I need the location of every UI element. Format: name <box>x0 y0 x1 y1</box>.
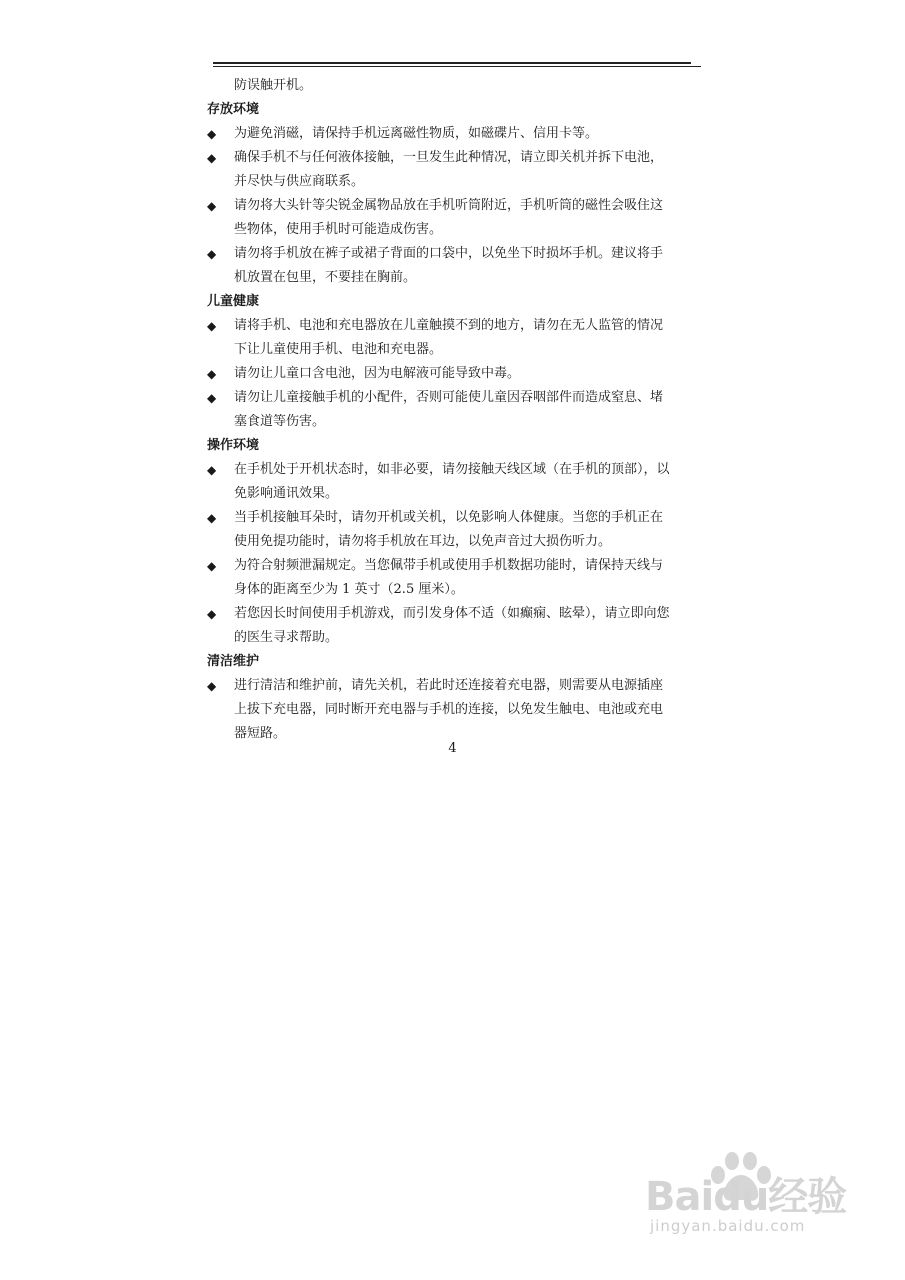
bullet-text-line: 请将手机、电池和充电器放在儿童触摸不到的地方，请勿在无人监管的情况 <box>234 318 664 333</box>
bullet-text <box>234 458 697 506</box>
page-body <box>207 74 697 746</box>
bullet-text-line: 若您因长时间使用手机游戏，而引发身体不适（如癫痫、眩晕），请立即向您 <box>234 606 670 621</box>
bullet-text-line: 的医生寻求帮助。 <box>234 630 339 645</box>
bullet-text <box>234 386 697 434</box>
bullet-item <box>207 242 697 290</box>
section-heading: 清洁维护 <box>207 654 260 669</box>
bullet-text-line: 请勿将大头针等尖锐金属物品放在手机听筒附近，手机听筒的磁性会吸住这 <box>234 198 664 213</box>
bullet-text <box>234 554 697 602</box>
bullet-text-line: 确保手机不与任何液体接触，一旦发生此种情况，请立即关机并拆下电池， <box>234 150 664 165</box>
bullet-text-line: 请勿让儿童口含电池，因为电解液可能导致中毒。 <box>234 366 521 381</box>
page-number: 4 <box>448 741 457 756</box>
diamond-bullet-icon: ◆ <box>207 511 217 525</box>
watermark-url: jingyan.baidu.com <box>650 1217 806 1235</box>
bullet-text-line: 下让儿童使用手机、电池和充电器。 <box>234 342 443 357</box>
diamond-bullet-icon: ◆ <box>207 679 217 693</box>
bullet-text-line: 塞食道等伤害。 <box>234 414 326 429</box>
bullet-text-line: 为避免消磁，请保持手机远离磁性物质，如磁碟片、信用卡等。 <box>234 126 599 141</box>
bullet-text-line: 身体的距离至少为 1 英寸（2.5 厘米）。 <box>234 582 464 597</box>
diamond-bullet-icon: ◆ <box>207 247 217 261</box>
bullet-text <box>234 146 697 194</box>
watermark-brand: Baidu经验 <box>645 1174 847 1220</box>
bullet-item <box>207 362 697 386</box>
bullet-text-line: 并尽快与供应商联系。 <box>234 174 365 189</box>
diamond-bullet-icon: ◆ <box>207 199 217 213</box>
bullet-text <box>234 674 697 746</box>
header-rule <box>213 62 691 64</box>
section-heading: 儿童健康 <box>207 294 260 309</box>
bullet-text-line: 机放置在包里，不要挂在胸前。 <box>234 270 417 285</box>
bullet-text <box>234 506 697 554</box>
bullet-item <box>207 458 697 506</box>
diamond-bullet-icon: ◆ <box>207 319 217 333</box>
bullet-text-line: 请勿将手机放在裤子或裙子背面的口袋中，以免坐下时损坏手机。建议将手 <box>234 246 664 261</box>
bullet-item <box>207 554 697 602</box>
bullet-text-line: 器短路。 <box>234 726 287 741</box>
bullet-text <box>234 602 697 650</box>
bullet-text <box>234 242 697 290</box>
bullet-text-line: 为符合射频泄漏规定。当您佩带手机或使用手机数据功能时，请保持天线与 <box>234 558 664 573</box>
section-heading: 操作环境 <box>207 438 260 453</box>
baidu-watermark <box>640 1145 880 1255</box>
bullet-text <box>234 194 697 242</box>
bullet-text <box>234 362 697 386</box>
bullet-text-line: 在手机处于开机状态时，如非必要，请勿接触天线区域（在手机的顶部），以 <box>234 462 670 477</box>
bullet-text-line: 免影响通讯效果。 <box>234 486 339 501</box>
bullet-text-line: 使用免提功能时，请勿将手机放在耳边，以免声音过大损伤听力。 <box>234 534 612 549</box>
bullet-text-line: 请勿让儿童接触手机的小配件，否则可能使儿童因吞咽部件而造成窒息、堵 <box>234 390 664 405</box>
diamond-bullet-icon: ◆ <box>207 127 217 141</box>
intro-continuation: 防误触开机。 <box>234 78 313 93</box>
diamond-bullet-icon: ◆ <box>207 367 217 381</box>
bullet-item <box>207 314 697 362</box>
diamond-bullet-icon: ◆ <box>207 463 217 477</box>
bullet-item <box>207 146 697 194</box>
bullet-item <box>207 602 697 650</box>
bullet-item <box>207 122 697 146</box>
header-rule-thin <box>213 66 701 67</box>
bullet-item <box>207 506 697 554</box>
bullet-text-line: 当手机接触耳朵时，请勿开机或关机，以免影响人体健康。当您的手机正在 <box>234 510 664 525</box>
bullet-text-line: 进行清洁和维护前，请先关机，若此时还连接着充电器，则需要从电源插座 <box>234 678 664 693</box>
diamond-bullet-icon: ◆ <box>207 607 217 621</box>
bullet-item <box>207 674 697 746</box>
diamond-bullet-icon: ◆ <box>207 391 217 405</box>
bullet-item <box>207 386 697 434</box>
section-heading: 存放环境 <box>207 102 260 117</box>
diamond-bullet-icon: ◆ <box>207 151 217 165</box>
bullet-item <box>207 194 697 242</box>
bullet-text-line: 上拔下充电器，同时断开充电器与手机的连接，以免发生触电、电池或充电 <box>234 702 664 717</box>
sections-container <box>207 98 697 746</box>
bullet-text <box>234 314 697 362</box>
diamond-bullet-icon: ◆ <box>207 559 217 573</box>
bullet-text-line: 些物体，使用手机时可能造成伤害。 <box>234 222 443 237</box>
bullet-text <box>234 122 697 146</box>
